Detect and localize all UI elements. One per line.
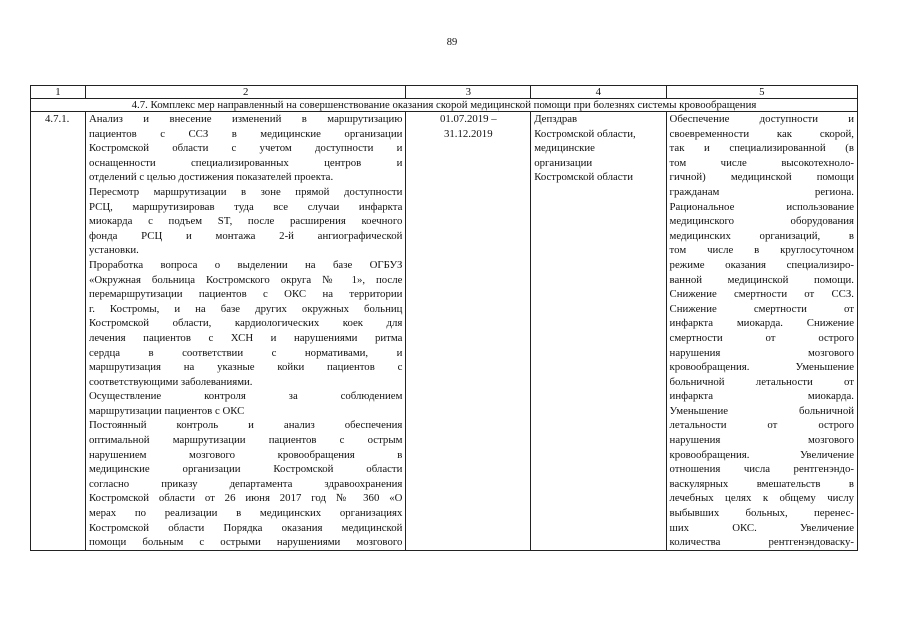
date-start: 01.07.2019 – bbox=[439, 113, 497, 125]
description-line: перемаршрутизации пациентов с ОКС на территории bbox=[88, 288, 403, 301]
description-line: маршрутизация на указные койки пациентов с bbox=[88, 361, 403, 374]
result-text bbox=[670, 112, 854, 550]
measures-table bbox=[30, 85, 858, 551]
result-line: лечебных целях к общему числу bbox=[669, 492, 854, 505]
section-title: 4.7. Комплекс мер направленный на совершенствование оказания скорой медицинской помощи при болезнях системы кровообращения bbox=[31, 99, 858, 112]
section-row bbox=[31, 99, 858, 112]
result-line: нарушения мозгового bbox=[669, 434, 854, 447]
description-line: нарушением мозгового кровообращения в bbox=[88, 448, 403, 461]
result-line: Снижение смертности от ССЗ. bbox=[669, 288, 854, 301]
responsible-line: Депздрав bbox=[534, 113, 578, 125]
result-line: Обеспечение доступности и bbox=[669, 113, 854, 125]
description-line: согласно приказу департамента здравоохранения bbox=[88, 477, 403, 490]
responsible-line: Костромской области, bbox=[534, 127, 636, 140]
description-line: Костромской области, кардиологических коек для bbox=[88, 317, 403, 330]
page-number: 89 bbox=[446, 37, 458, 48]
result-line: режиме оказания специализиро- bbox=[669, 258, 854, 271]
item-result bbox=[666, 112, 857, 551]
result-line: инфаркта миокарда. bbox=[669, 390, 854, 403]
description-line: Костромской области от 26 июня 2017 год № 360 «О bbox=[88, 492, 403, 505]
result-line: медицинского оборудования bbox=[669, 215, 854, 228]
description-text bbox=[89, 112, 402, 550]
description-line: маршрутизации пациентов с ОКС bbox=[88, 404, 245, 417]
description-line: «Окружная больница Костромского округа № 1», после bbox=[88, 273, 403, 286]
header-col-5: 5 bbox=[666, 86, 857, 99]
responsible-text bbox=[534, 112, 662, 185]
date-end: 31.12.2019 bbox=[444, 127, 493, 140]
result-line: больничной летальности от bbox=[669, 375, 854, 388]
description-line: Пересмотр маршрутизации в зоне прямой доступности bbox=[88, 185, 403, 198]
description-line: Костромской области Порядка оказания медицинской bbox=[88, 521, 403, 534]
result-line: кровообращения. Уменьшение bbox=[669, 361, 854, 374]
description-line: пациентов с ССЗ в медицинские организации bbox=[88, 127, 403, 140]
result-line: выбывших больных, перенес- bbox=[669, 507, 854, 520]
description-line: фонда РСЦ и монтажа 2-й ангиографической bbox=[88, 229, 403, 242]
result-line: гражданам региона. bbox=[669, 185, 854, 198]
result-line: кровообращения. Увеличение bbox=[669, 448, 854, 461]
result-line: том числе в круглосуточном bbox=[669, 244, 854, 257]
item-dates bbox=[406, 112, 531, 551]
table-header-row bbox=[31, 86, 858, 99]
description-line: миокарда с подъем ST, после расширения коечного bbox=[88, 215, 403, 228]
responsible-line: Костромской области bbox=[534, 171, 634, 184]
description-line: РСЦ, маршрутизировав туда все случаи инфаркта bbox=[88, 200, 403, 213]
header-col-4: 4 bbox=[531, 86, 666, 99]
description-line: Костромской области с учетом доступности и bbox=[88, 142, 403, 155]
description-line: Проработка вопроса о выделении на базе ОГБУЗ bbox=[88, 258, 403, 271]
header-col-1: 1 bbox=[31, 86, 86, 99]
description-line: Анализ и внесение изменений в маршрутизацию bbox=[88, 113, 403, 125]
result-line: медицинских организаций, в bbox=[669, 229, 854, 242]
result-line: инфаркта миокарда. Снижение bbox=[669, 317, 854, 330]
responsible-line: медицинские bbox=[534, 142, 595, 155]
result-line: ванной медицинской помощи. bbox=[669, 273, 854, 286]
description-line: Осуществление контроля за соблюдением bbox=[88, 390, 403, 403]
description-line: помощи больным с острыми нарушениями мозгового bbox=[88, 536, 403, 549]
header-col-2: 2 bbox=[85, 86, 405, 99]
description-line: медицинские организации Костромской области bbox=[88, 463, 403, 476]
result-line: своевременности как скорой, bbox=[669, 127, 854, 140]
description-line: соответствующими заболеваниями. bbox=[88, 375, 253, 388]
description-line: лечения пациентов с ХСН и нарушениями ритма bbox=[88, 331, 403, 344]
header-col-3: 3 bbox=[406, 86, 531, 99]
responsible-line: организации bbox=[534, 156, 593, 169]
result-line: смертности от острого bbox=[669, 331, 854, 344]
description-line: оптимальной маршрутизации пациентов с острым bbox=[88, 434, 403, 447]
result-line: летальности от острого bbox=[669, 419, 854, 432]
result-line: Снижение смертности от bbox=[669, 302, 854, 315]
result-line: гичной) медицинской помощи bbox=[669, 171, 854, 184]
result-line: так и специализированной (в bbox=[669, 142, 854, 155]
item-description bbox=[85, 112, 405, 551]
description-line: установки. bbox=[88, 244, 139, 257]
result-line: количества рентгенэндоваску- bbox=[669, 536, 854, 549]
result-line: нарушения мозгового bbox=[669, 346, 854, 359]
description-line: сердца в соответствии с нормативами, и bbox=[88, 346, 403, 359]
result-line: Уменьшение больничной bbox=[669, 404, 854, 417]
result-line: васкулярных вмешательств в bbox=[669, 477, 854, 490]
result-line: отношения числа рентгенэндо- bbox=[669, 463, 854, 476]
result-line: ших ОКС. Увеличение bbox=[669, 521, 854, 534]
table-row bbox=[31, 112, 858, 551]
result-line: том числе высокотехноло- bbox=[669, 156, 854, 169]
item-number: 4.7.1. bbox=[31, 112, 86, 551]
description-line: Постоянный контроль и анализ обеспечения bbox=[88, 419, 403, 432]
description-line: г. Костромы, и на базе других окружных больниц bbox=[88, 302, 403, 315]
description-line: оснащенности специализированных центров и bbox=[88, 156, 403, 169]
description-line: отделений с целью достижения показателей проекта. bbox=[88, 171, 334, 184]
description-line: мерах по реализации в медицинских организациях bbox=[88, 507, 403, 520]
result-line: Рациональное использование bbox=[669, 200, 854, 213]
item-responsible bbox=[531, 112, 666, 551]
